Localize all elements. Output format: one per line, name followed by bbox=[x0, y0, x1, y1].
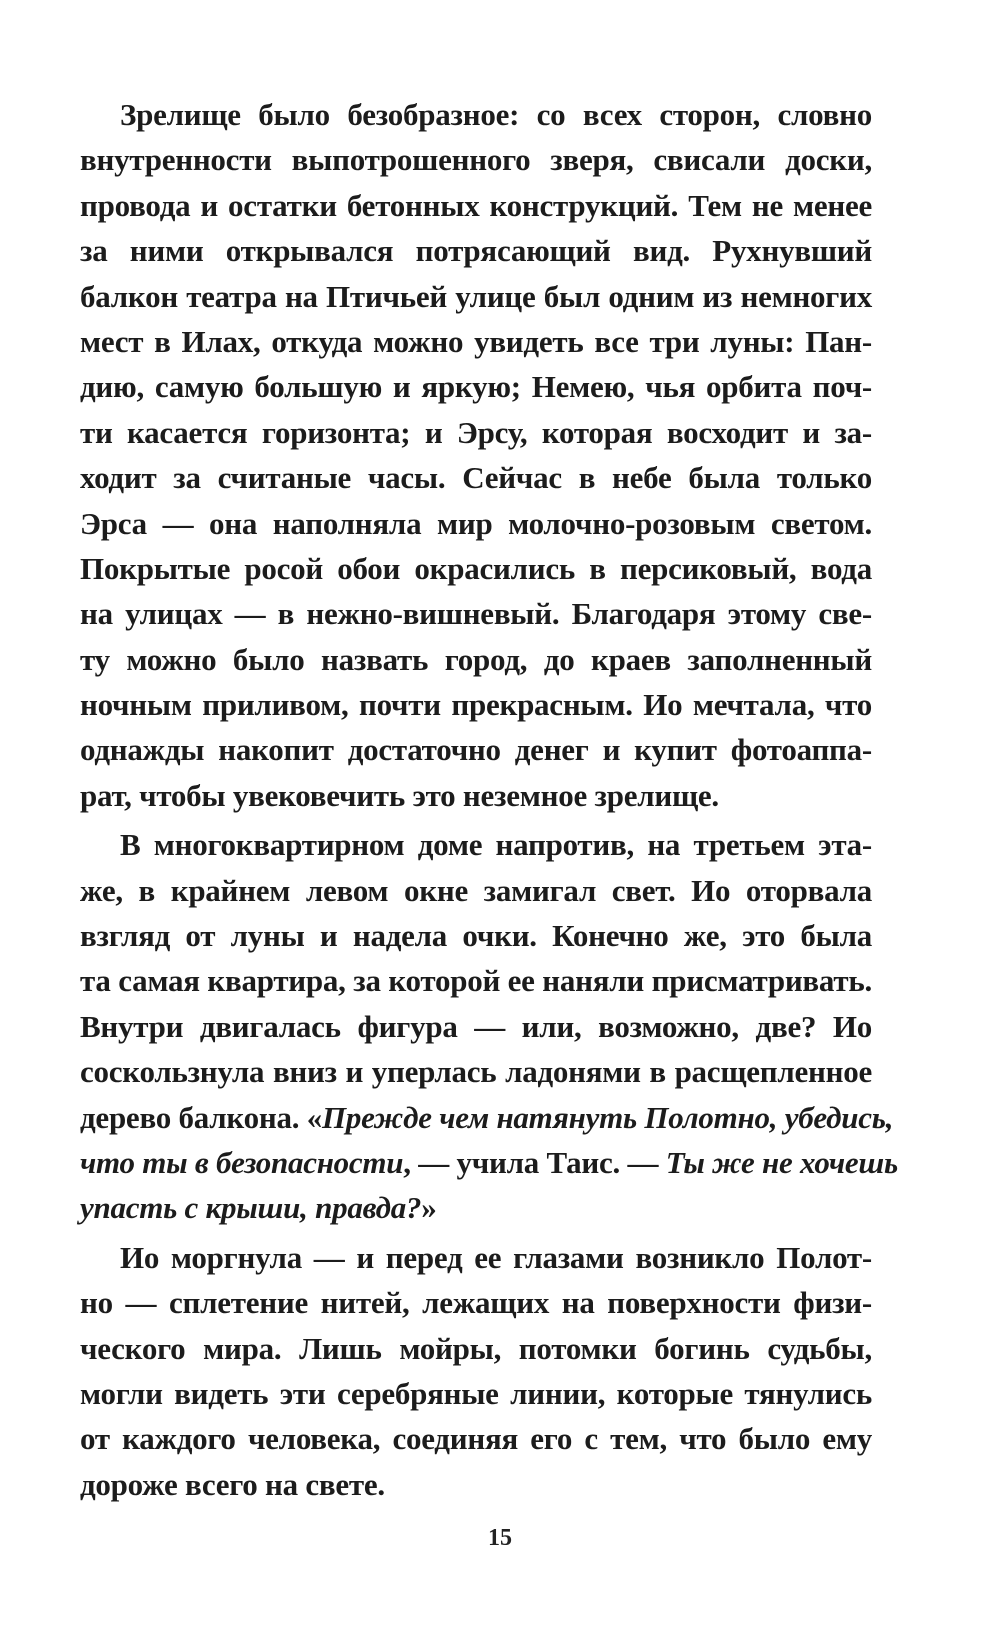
text-line: ту можно было назвать город, до краев заполненный bbox=[80, 641, 872, 677]
text-line: Ио моргнула — и перед ее глазами возникло Полот- bbox=[120, 1239, 872, 1275]
text-run: » bbox=[421, 1190, 437, 1226]
text-line-mixed bbox=[80, 1095, 894, 1140]
paragraph-3 bbox=[80, 1235, 872, 1507]
text-line: за ними открывался потрясающий вид. Рухнувший bbox=[80, 233, 872, 269]
text-line: ночным приливом, почти прекрасным. Ио мечтала, что bbox=[80, 687, 872, 723]
paragraph-1 bbox=[80, 92, 872, 818]
paragraph-2 bbox=[80, 822, 898, 1231]
text-run: дерево балкона. « bbox=[80, 1099, 322, 1135]
text-line: внутренности выпотрошенного зверя, свисали доски, bbox=[80, 142, 872, 178]
text-line: могли видеть эти серебряные линии, которые тянулись bbox=[80, 1375, 872, 1411]
text-line-mixed bbox=[80, 1140, 898, 1185]
text-line: Эрса — она наполняла мир молочно-розовым светом. bbox=[80, 505, 872, 541]
text-line: от каждого человека, соединяя его с тем, что было ему bbox=[80, 1421, 872, 1457]
text-line: В многоквартирном доме напротив, на третьем эта- bbox=[120, 827, 872, 863]
text-line-mixed bbox=[80, 1185, 872, 1230]
text-line: ходит за считаные часы. Сейчас в небе была только bbox=[80, 460, 872, 496]
text-run: , — учила Таис. — bbox=[403, 1144, 666, 1180]
text-line: мест в Илах, откуда можно увидеть все три луны: Пан- bbox=[80, 323, 872, 359]
italic-quote: Ты же не хочешь bbox=[665, 1144, 898, 1180]
page-number: 15 bbox=[488, 1525, 512, 1551]
text-line: дороже всего на свете. bbox=[80, 1466, 385, 1502]
text-line: Покрытые росой обои окрасились в персиковый, вода bbox=[80, 550, 872, 586]
text-line: соскользнула вниз и уперлась ладонями в расщепленное bbox=[80, 1054, 872, 1090]
text-line: провода и остатки бетонных конструкций. Тем не менее bbox=[80, 187, 872, 223]
text-line: взгляд от луны и надела очки. Конечно же, это была bbox=[80, 918, 872, 954]
text-column bbox=[80, 92, 898, 1507]
text-line: дию, самую большую и яркую; Немею, чья орбита поч- bbox=[80, 369, 872, 405]
text-line: Внутри двигалась фигура — или, возможно, две? Ио bbox=[80, 1008, 872, 1044]
text-line: однажды накопит достаточно денег и купит фотоаппа- bbox=[80, 732, 872, 768]
italic-quote: упасть с крыши, правда? bbox=[80, 1190, 422, 1226]
text-line: ти касается горизонта; и Эрсу, которая восходит и за- bbox=[80, 414, 872, 450]
italic-quote: Прежде чем натянуть Полотно, убедись, bbox=[321, 1099, 894, 1135]
text-line: же, в крайнем левом окне замигал свет. Ио оторвала bbox=[80, 872, 872, 908]
text-line: на улицах — в нежно-вишневый. Благодаря этому све- bbox=[80, 596, 872, 632]
text-line: балкон театра на Птичьей улице был одним из немногих bbox=[80, 278, 872, 314]
text-line: рат, чтобы увековечить это неземное зрелище. bbox=[80, 777, 719, 813]
text-line: ческого мира. Лишь мойры, потомки богинь судьбы, bbox=[80, 1330, 872, 1366]
italic-quote: что ты в безопасности bbox=[80, 1144, 404, 1180]
text-line: та самая квартира, за которой ее наняли присматривать. bbox=[80, 963, 872, 999]
text-line: но — сплетение нитей, лежащих на поверхности физи- bbox=[80, 1285, 872, 1321]
text-line: Зрелище было безобразное: со всех сторон, словно bbox=[120, 97, 872, 132]
